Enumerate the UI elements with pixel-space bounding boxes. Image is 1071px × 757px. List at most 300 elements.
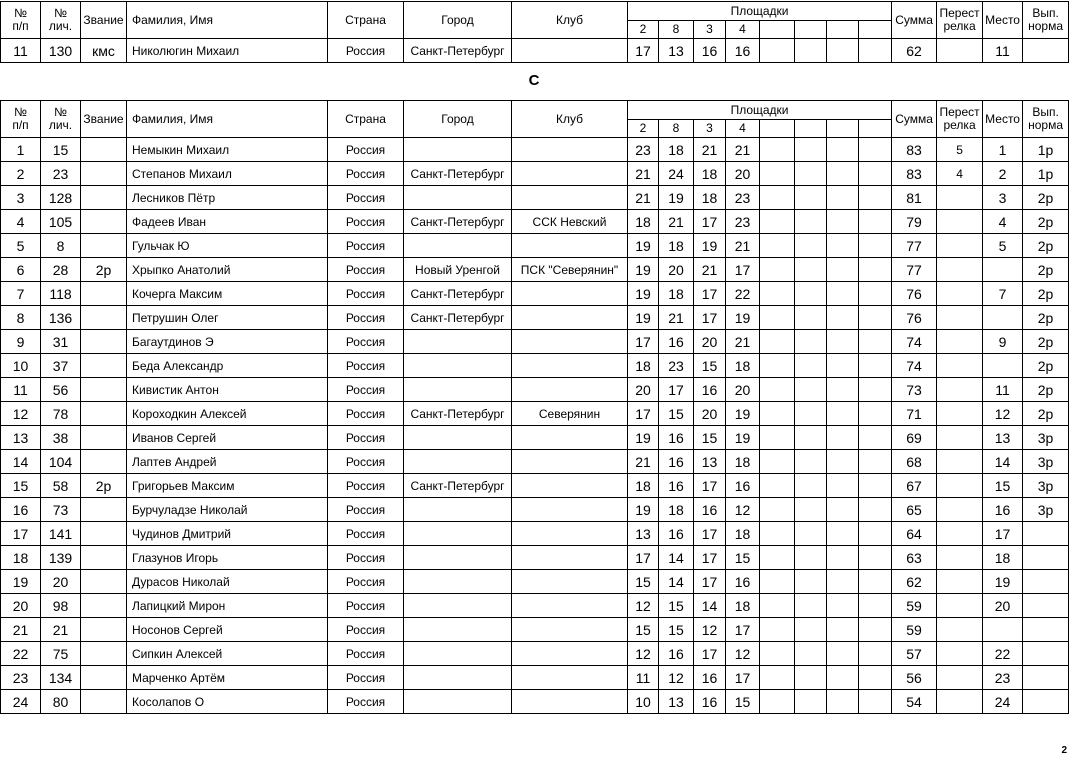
- cell-score: [795, 498, 827, 522]
- cell-country: Россия: [328, 138, 404, 162]
- cell-city: Санкт-Петербург: [404, 474, 512, 498]
- cell-rank: [81, 138, 127, 162]
- cell-rank: [81, 186, 127, 210]
- cell-score: 23: [726, 186, 760, 210]
- cell-country: Россия: [328, 594, 404, 618]
- cell-score: [760, 258, 795, 282]
- cell-score: 16: [726, 570, 760, 594]
- cell-country: Россия: [328, 39, 404, 63]
- cell-shootoff: [937, 522, 983, 546]
- cell-score: [760, 618, 795, 642]
- cell-country: Россия: [328, 522, 404, 546]
- cell-score: 21: [628, 162, 659, 186]
- cell-shootoff: [937, 594, 983, 618]
- cell-score: 10: [628, 690, 659, 714]
- cell-city: Санкт-Петербург: [404, 402, 512, 426]
- cell-score: [760, 546, 795, 570]
- cell-score: [795, 618, 827, 642]
- header-country: Страна: [328, 2, 404, 39]
- cell-country: Россия: [328, 234, 404, 258]
- cell-score: [795, 210, 827, 234]
- cell-pp: 6: [1, 258, 41, 282]
- cell-name: Лапицкий Мирон: [127, 594, 328, 618]
- header-norm: Вып. норма: [1023, 101, 1069, 138]
- cell-score: [859, 258, 892, 282]
- cell-club: [512, 594, 628, 618]
- cell-score: [760, 282, 795, 306]
- cell-sum: 71: [892, 402, 937, 426]
- cell-score: [760, 306, 795, 330]
- cell-score: 19: [628, 282, 659, 306]
- cell-name: Петрушин Олег: [127, 306, 328, 330]
- cell-club: [512, 450, 628, 474]
- cell-name: Степанов Михаил: [127, 162, 328, 186]
- cell-place: 11: [983, 39, 1023, 63]
- cell-sum: 59: [892, 594, 937, 618]
- cell-score: [760, 378, 795, 402]
- cell-name: Марченко Артём: [127, 666, 328, 690]
- cell-shootoff: [937, 258, 983, 282]
- cell-score: 17: [628, 546, 659, 570]
- cell-city: [404, 498, 512, 522]
- cell-score: 18: [726, 522, 760, 546]
- cell-sum: 62: [892, 570, 937, 594]
- cell-name: Немыкин Михаил: [127, 138, 328, 162]
- cell-score: [859, 690, 892, 714]
- cell-score: [827, 570, 859, 594]
- cell-score: 22: [726, 282, 760, 306]
- cell-norm: [1023, 39, 1069, 63]
- cell-pp: 9: [1, 330, 41, 354]
- cell-country: Россия: [328, 282, 404, 306]
- header-ploshadki: Площадки: [628, 101, 892, 120]
- cell-shootoff: [937, 666, 983, 690]
- cell-score: [795, 354, 827, 378]
- cell-city: [404, 618, 512, 642]
- cell-place: 12: [983, 402, 1023, 426]
- cell-country: Россия: [328, 330, 404, 354]
- cell-score: 16: [659, 522, 694, 546]
- cell-score: [795, 402, 827, 426]
- cell-score: 13: [694, 450, 726, 474]
- cell-shootoff: [937, 642, 983, 666]
- header-sub-8: [859, 21, 892, 39]
- cell-score: [760, 474, 795, 498]
- cell-city: Санкт-Петербург: [404, 210, 512, 234]
- cell-score: [859, 354, 892, 378]
- cell-score: 14: [694, 594, 726, 618]
- cell-score: 16: [726, 474, 760, 498]
- cell-score: 21: [726, 330, 760, 354]
- cell-sum: 67: [892, 474, 937, 498]
- cell-score: 17: [726, 666, 760, 690]
- cell-name: Носонов Сергей: [127, 618, 328, 642]
- cell-score: 21: [628, 450, 659, 474]
- cell-score: 19: [659, 186, 694, 210]
- cell-score: [795, 162, 827, 186]
- cell-score: 19: [628, 258, 659, 282]
- cell-name: Николюгин Михаил: [127, 39, 328, 63]
- cell-score: 15: [659, 402, 694, 426]
- table-row: [1, 306, 1069, 330]
- header-rank: Звание: [81, 2, 127, 39]
- cell-score: [795, 546, 827, 570]
- cell-score: [859, 186, 892, 210]
- cell-club: [512, 39, 628, 63]
- cell-norm: 1р: [1023, 138, 1069, 162]
- cell-score: 19: [726, 306, 760, 330]
- cell-pp: 18: [1, 546, 41, 570]
- cell-shootoff: [937, 354, 983, 378]
- cell-rank: [81, 234, 127, 258]
- header-place: Место: [983, 2, 1023, 39]
- cell-pp: 17: [1, 522, 41, 546]
- cell-place: 4: [983, 210, 1023, 234]
- cell-rank: [81, 378, 127, 402]
- header-sub-5: [760, 120, 795, 138]
- cell-city: [404, 522, 512, 546]
- header-sum: Сумма: [892, 2, 937, 39]
- cell-norm: [1023, 690, 1069, 714]
- cell-score: 18: [694, 162, 726, 186]
- cell-score: 17: [694, 642, 726, 666]
- cell-score: 15: [659, 594, 694, 618]
- cell-rank: [81, 210, 127, 234]
- cell-score: [760, 426, 795, 450]
- cell-pp: 16: [1, 498, 41, 522]
- cell-shootoff: [937, 546, 983, 570]
- cell-rank: [81, 522, 127, 546]
- cell-score: 12: [694, 618, 726, 642]
- cell-pp: 22: [1, 642, 41, 666]
- table-row: [1, 546, 1069, 570]
- cell-place: 18: [983, 546, 1023, 570]
- cell-sum: 54: [892, 690, 937, 714]
- table-row: [1, 498, 1069, 522]
- cell-norm: 2р: [1023, 282, 1069, 306]
- cell-sum: 83: [892, 138, 937, 162]
- cell-score: 17: [694, 474, 726, 498]
- cell-score: 20: [726, 378, 760, 402]
- cell-score: 21: [726, 234, 760, 258]
- cell-score: [859, 546, 892, 570]
- header-sub-2: 8: [659, 120, 694, 138]
- cell-club: [512, 618, 628, 642]
- cell-club: [512, 522, 628, 546]
- cell-club: [512, 282, 628, 306]
- cell-name: Фадеев Иван: [127, 210, 328, 234]
- cell-score: [827, 186, 859, 210]
- cell-score: [760, 522, 795, 546]
- cell-city: [404, 594, 512, 618]
- cell-rank: кмс: [81, 39, 127, 63]
- c-table-body: [1, 138, 1069, 714]
- cell-place: 14: [983, 450, 1023, 474]
- cell-score: [760, 234, 795, 258]
- cell-score: [859, 570, 892, 594]
- header-sub-4: 4: [726, 120, 760, 138]
- cell-score: [795, 690, 827, 714]
- cell-rank: [81, 306, 127, 330]
- cell-city: Санкт-Петербург: [404, 282, 512, 306]
- cell-place: [983, 618, 1023, 642]
- cell-score: 18: [726, 450, 760, 474]
- cell-score: 12: [659, 666, 694, 690]
- cell-score: [859, 138, 892, 162]
- cell-score: [827, 690, 859, 714]
- header-sub-7: [827, 21, 859, 39]
- cell-pp: 10: [1, 354, 41, 378]
- cell-place: 9: [983, 330, 1023, 354]
- cell-score: [827, 162, 859, 186]
- cell-score: [827, 594, 859, 618]
- table-row: [1, 666, 1069, 690]
- cell-score: 15: [628, 570, 659, 594]
- cell-norm: 2р: [1023, 186, 1069, 210]
- cell-score: 24: [659, 162, 694, 186]
- header-row-top: [1, 101, 1069, 120]
- cell-sum: 63: [892, 546, 937, 570]
- table-row: [1, 258, 1069, 282]
- cell-lich: 31: [41, 330, 81, 354]
- cell-score: [795, 186, 827, 210]
- cell-score: 20: [628, 378, 659, 402]
- cell-sum: 69: [892, 426, 937, 450]
- cell-score: [859, 498, 892, 522]
- cell-score: 17: [694, 210, 726, 234]
- cell-score: [827, 138, 859, 162]
- cell-pp: 1: [1, 138, 41, 162]
- cell-country: Россия: [328, 210, 404, 234]
- cell-score: 18: [726, 594, 760, 618]
- cell-norm: 2р: [1023, 354, 1069, 378]
- cell-sum: 62: [892, 39, 937, 63]
- cell-shootoff: [937, 234, 983, 258]
- cell-score: 16: [659, 450, 694, 474]
- cell-lich: 134: [41, 666, 81, 690]
- cell-score: [859, 162, 892, 186]
- cell-pp: 21: [1, 618, 41, 642]
- cell-score: [859, 402, 892, 426]
- cell-score: 19: [628, 498, 659, 522]
- cell-country: Россия: [328, 618, 404, 642]
- cell-score: 17: [726, 258, 760, 282]
- cell-score: 12: [726, 642, 760, 666]
- cell-score: [760, 690, 795, 714]
- cell-score: 18: [726, 354, 760, 378]
- cell-score: [795, 594, 827, 618]
- cell-sum: 83: [892, 162, 937, 186]
- cell-name: Кочерга Максим: [127, 282, 328, 306]
- cell-rank: [81, 546, 127, 570]
- cell-score: 19: [628, 306, 659, 330]
- cell-norm: 3р: [1023, 498, 1069, 522]
- cell-lich: 28: [41, 258, 81, 282]
- cell-pp: 14: [1, 450, 41, 474]
- table-row: [1, 450, 1069, 474]
- cell-name: Бурчуладзе Николай: [127, 498, 328, 522]
- table-row: [1, 474, 1069, 498]
- cell-score: [859, 450, 892, 474]
- cell-shootoff: 5: [937, 138, 983, 162]
- table-row: [1, 234, 1069, 258]
- cell-norm: [1023, 594, 1069, 618]
- header-place: Место: [983, 101, 1023, 138]
- cell-rank: [81, 498, 127, 522]
- cell-club: [512, 666, 628, 690]
- cell-lich: 139: [41, 546, 81, 570]
- table-row: [1, 162, 1069, 186]
- cell-club: [512, 426, 628, 450]
- header-country: Страна: [328, 101, 404, 138]
- header-city: Город: [404, 2, 512, 39]
- cell-score: 12: [628, 594, 659, 618]
- cell-score: [859, 666, 892, 690]
- cell-club: [512, 162, 628, 186]
- cell-name: Косолапов О: [127, 690, 328, 714]
- cell-score: 17: [659, 378, 694, 402]
- cell-score: [859, 306, 892, 330]
- cell-score: [760, 666, 795, 690]
- cell-sum: 65: [892, 498, 937, 522]
- cell-place: 1: [983, 138, 1023, 162]
- table-row: [1, 690, 1069, 714]
- cell-norm: 3р: [1023, 450, 1069, 474]
- cell-score: 13: [659, 690, 694, 714]
- cell-rank: [81, 426, 127, 450]
- cell-country: Россия: [328, 666, 404, 690]
- header-pp: № п/п: [1, 2, 41, 39]
- cell-country: Россия: [328, 402, 404, 426]
- header-sub-2: 8: [659, 21, 694, 39]
- cell-city: [404, 546, 512, 570]
- cell-score: [859, 522, 892, 546]
- cell-club: Северянин: [512, 402, 628, 426]
- cell-lich: 20: [41, 570, 81, 594]
- cell-place: 3: [983, 186, 1023, 210]
- cell-score: 16: [659, 330, 694, 354]
- cell-score: 23: [659, 354, 694, 378]
- cell-score: [827, 330, 859, 354]
- cell-score: 18: [628, 474, 659, 498]
- header-sub-3: 3: [694, 21, 726, 39]
- cell-club: ССК Невский: [512, 210, 628, 234]
- cell-norm: 2р: [1023, 330, 1069, 354]
- cell-score: 11: [628, 666, 659, 690]
- cell-shootoff: [937, 210, 983, 234]
- cell-norm: 3р: [1023, 474, 1069, 498]
- cell-country: Россия: [328, 378, 404, 402]
- cell-score: 16: [694, 690, 726, 714]
- header-ploshadki: Площадки: [628, 2, 892, 21]
- cell-sum: 57: [892, 642, 937, 666]
- cell-city: [404, 138, 512, 162]
- cell-score: [760, 570, 795, 594]
- header-rank: Звание: [81, 101, 127, 138]
- cell-score: [795, 306, 827, 330]
- page-number: 2: [1061, 745, 1067, 756]
- cell-lich: 128: [41, 186, 81, 210]
- cell-score: 21: [694, 138, 726, 162]
- cell-score: [760, 498, 795, 522]
- cell-sum: 74: [892, 354, 937, 378]
- cell-score: 19: [726, 402, 760, 426]
- table-row: [1, 186, 1069, 210]
- cell-pp: 20: [1, 594, 41, 618]
- cell-country: Россия: [328, 690, 404, 714]
- header-shootoff: Перест релка: [937, 101, 983, 138]
- cell-score: [859, 618, 892, 642]
- cell-score: [760, 162, 795, 186]
- table-row: [1, 354, 1069, 378]
- header-lich: № лич.: [41, 101, 81, 138]
- cell-sum: 77: [892, 258, 937, 282]
- cell-norm: [1023, 666, 1069, 690]
- cell-country: Россия: [328, 474, 404, 498]
- cell-city: [404, 354, 512, 378]
- cell-score: [859, 330, 892, 354]
- cell-norm: 2р: [1023, 210, 1069, 234]
- cell-score: [859, 210, 892, 234]
- table-row: [1, 138, 1069, 162]
- cell-club: [512, 570, 628, 594]
- cell-score: [795, 378, 827, 402]
- cell-score: 21: [659, 210, 694, 234]
- cell-score: [827, 618, 859, 642]
- table-row: [1, 522, 1069, 546]
- cell-score: 16: [694, 39, 726, 63]
- cell-lich: 73: [41, 498, 81, 522]
- cell-club: [512, 474, 628, 498]
- cell-place: 11: [983, 378, 1023, 402]
- cell-norm: [1023, 642, 1069, 666]
- cell-name: Хрыпко Анатолий: [127, 258, 328, 282]
- table-row: [1, 426, 1069, 450]
- cell-name: Короходкин Алексей: [127, 402, 328, 426]
- cell-score: [760, 138, 795, 162]
- cell-score: 16: [694, 378, 726, 402]
- top-results-table: [0, 1, 1069, 63]
- cell-score: [760, 354, 795, 378]
- cell-shootoff: [937, 474, 983, 498]
- cell-shootoff: [937, 39, 983, 63]
- cell-pp: 4: [1, 210, 41, 234]
- cell-score: [827, 234, 859, 258]
- cell-score: [827, 426, 859, 450]
- cell-place: 2: [983, 162, 1023, 186]
- cell-lich: 98: [41, 594, 81, 618]
- cell-place: 16: [983, 498, 1023, 522]
- cell-score: 19: [726, 426, 760, 450]
- cell-score: [827, 378, 859, 402]
- cell-score: 12: [628, 642, 659, 666]
- cell-sum: 68: [892, 450, 937, 474]
- cell-score: 18: [694, 186, 726, 210]
- cell-sum: 81: [892, 186, 937, 210]
- cell-club: ПСК "Северянин": [512, 258, 628, 282]
- cell-place: 22: [983, 642, 1023, 666]
- cell-score: [827, 642, 859, 666]
- cell-score: 18: [659, 498, 694, 522]
- cell-name: Сипкин Алексей: [127, 642, 328, 666]
- cell-rank: [81, 666, 127, 690]
- cell-shootoff: [937, 450, 983, 474]
- cell-score: 19: [694, 234, 726, 258]
- cell-score: 14: [659, 570, 694, 594]
- cell-score: [760, 39, 795, 63]
- cell-name: Дурасов Николай: [127, 570, 328, 594]
- cell-norm: 1р: [1023, 162, 1069, 186]
